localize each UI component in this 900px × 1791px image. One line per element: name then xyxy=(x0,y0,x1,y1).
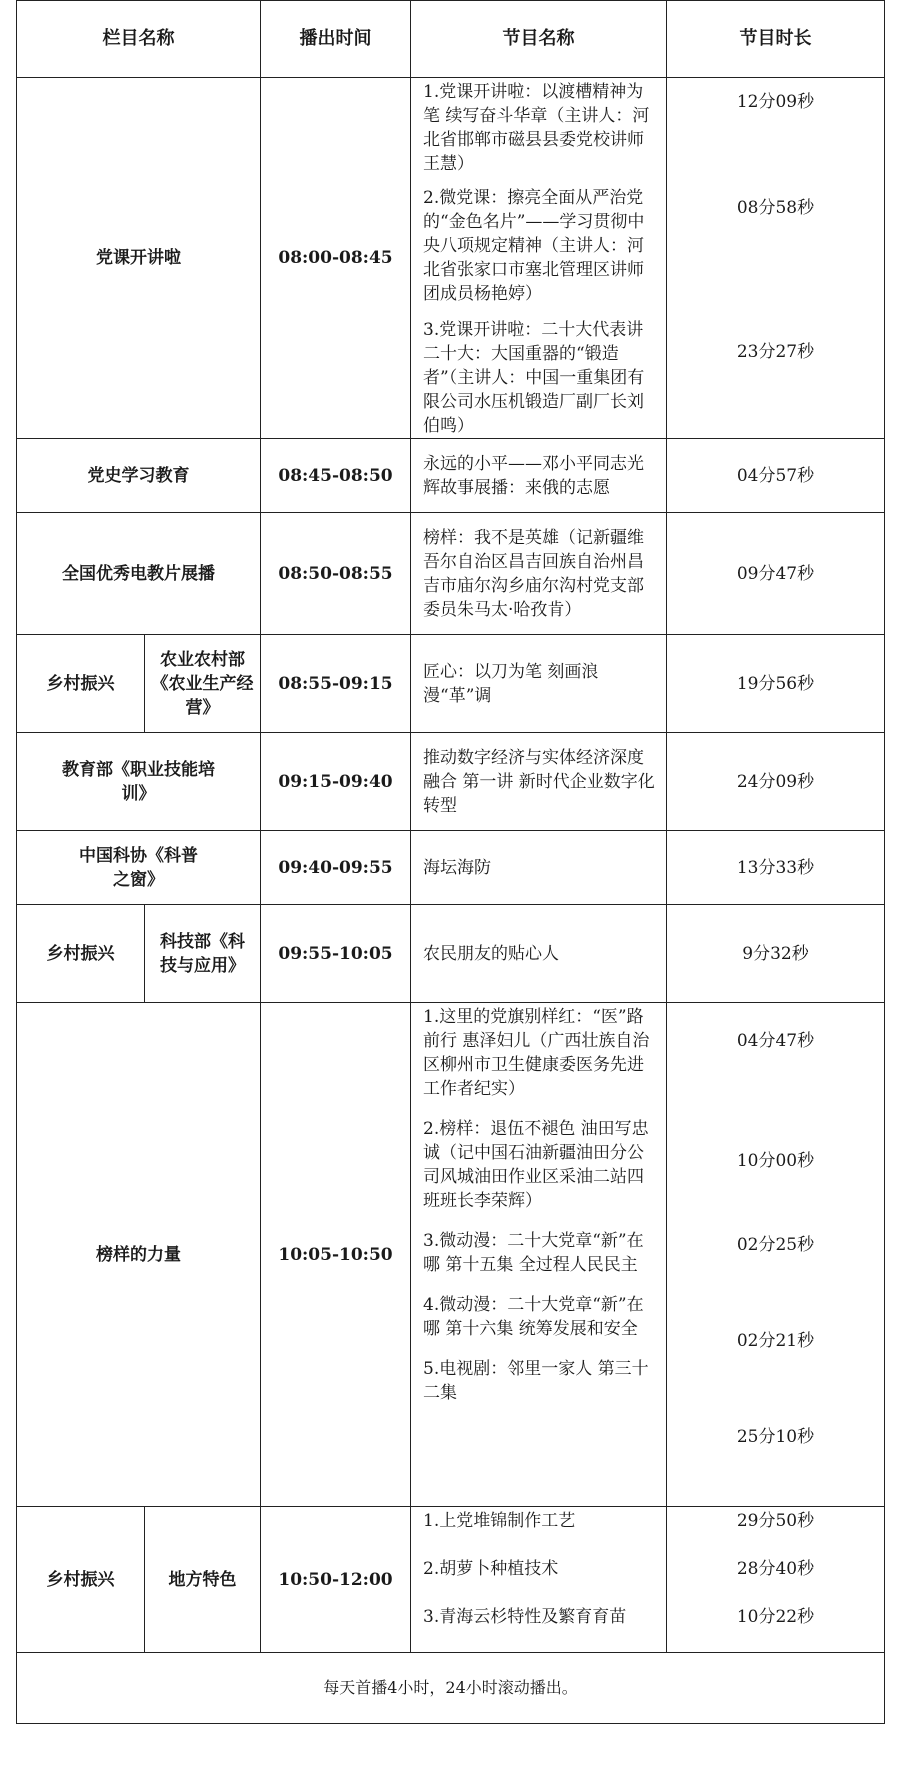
table-row xyxy=(17,1003,885,1507)
program-title: 1.上党堆锦制作工艺 xyxy=(423,1511,576,1531)
program-duration: 02分21秒 xyxy=(736,1331,815,1351)
table-row xyxy=(17,78,885,439)
footer-row xyxy=(17,1653,885,1724)
header-broadcast-time: 播出时间 xyxy=(261,1,411,78)
header-program-name: 节目名称 xyxy=(411,1,667,78)
broadcast-time: 08:55-09:15 xyxy=(261,635,411,733)
column-name: 乡村振兴 xyxy=(17,635,145,733)
program-title: 永远的小平——邓小平同志光辉故事展播：来俄的志愿 xyxy=(411,439,667,513)
column-subname: 地方特色 xyxy=(145,1507,261,1653)
program-duration: 10分22秒 xyxy=(736,1607,815,1627)
program-duration: 08分58秒 xyxy=(736,198,815,218)
program-title: 2.榜样：退伍不褪色 油田写忠诚（记中国石油新疆油田分公司风城油田作业区采油二站四班班长李荣辉） xyxy=(423,1119,649,1211)
header-duration: 节目时长 xyxy=(667,1,885,78)
program-title: 5.电视剧：邻里一家人 第三十二集 xyxy=(423,1359,649,1403)
program-title: 3.微动漫：二十大党章“新”在哪 第十五集 全过程人民民主 xyxy=(423,1231,644,1275)
program-duration: 19分56秒 xyxy=(667,635,885,733)
program-title: 3.党课开讲啦：二十大代表讲二十大：大国重器的“锻造者”（主讲人：中国一重集团有限公司水压机锻造厂副厂长刘伯鸣） xyxy=(423,320,645,436)
column-name: 乡村振兴 xyxy=(17,905,145,1003)
program-cell xyxy=(411,1507,667,1653)
program-title: 农民朋友的贴心人 xyxy=(411,905,667,1003)
program-duration: 9分32秒 xyxy=(667,905,885,1003)
column-subname: 农业农村部《农业生产经营》 xyxy=(145,635,261,733)
broadcast-time: 08:00-08:45 xyxy=(261,78,411,439)
broadcast-time: 10:50-12:00 xyxy=(261,1507,411,1653)
column-name: 党课开讲啦 xyxy=(17,78,261,439)
column-name: 榜样的力量 xyxy=(17,1003,261,1507)
program-title: 1.党课开讲啦：以渡槽精神为笔 续写奋斗华章（主讲人：河北省邯郸市磁县县委党校讲师王慧） xyxy=(423,82,650,174)
program-duration: 10分00秒 xyxy=(736,1151,815,1171)
program-duration: 24分09秒 xyxy=(667,733,885,831)
program-title: 1.这里的党旗别样红：“医”路前行 惠泽妇儿（广西壮族自治区柳州市卫生健康委医务先进工作者纪实） xyxy=(423,1007,650,1099)
program-duration: 12分09秒 xyxy=(736,92,815,112)
program-duration: 09分47秒 xyxy=(667,513,885,635)
duration-cell xyxy=(667,78,885,439)
broadcast-time: 09:40-09:55 xyxy=(261,831,411,905)
table-row xyxy=(17,905,885,1003)
program-title: 2.胡萝卜种植技术 xyxy=(423,1559,559,1579)
program-title: 榜样：我不是英雄（记新疆维吾尔自治区昌吉回族自治州昌吉市庙尔沟乡庙尔沟村党支部委员朱马太·哈孜肯） xyxy=(411,513,667,635)
program-cell xyxy=(411,78,667,439)
program-duration: 23分27秒 xyxy=(736,342,815,362)
broadcast-schedule-table xyxy=(16,0,885,1724)
table-row xyxy=(17,1507,885,1653)
program-duration: 28分40秒 xyxy=(736,1559,815,1579)
column-name: 乡村振兴 xyxy=(17,1507,145,1653)
table-row xyxy=(17,513,885,635)
program-title: 匠心：以刀为笔 刻画浪漫“革”调 xyxy=(411,635,667,733)
table-row xyxy=(17,733,885,831)
duration-cell xyxy=(667,1003,885,1507)
broadcast-time: 09:55-10:05 xyxy=(261,905,411,1003)
table-row xyxy=(17,439,885,513)
footer-note: 每天首播4小时，24小时滚动播出。 xyxy=(17,1653,885,1724)
broadcast-time: 08:50-08:55 xyxy=(261,513,411,635)
program-duration: 25分10秒 xyxy=(736,1427,815,1447)
schedule-document xyxy=(16,0,884,1724)
broadcast-time: 10:05-10:50 xyxy=(261,1003,411,1507)
program-duration: 13分33秒 xyxy=(667,831,885,905)
column-name: 全国优秀电教片展播 xyxy=(17,513,261,635)
table-row xyxy=(17,831,885,905)
column-subname: 科技部《科技与应用》 xyxy=(145,905,261,1003)
program-title: 海坛海防 xyxy=(411,831,667,905)
column-name: 中国科协《科普之窗》 xyxy=(17,831,261,905)
program-cell xyxy=(411,1003,667,1507)
header-column-name: 栏目名称 xyxy=(17,1,261,78)
program-duration: 29分50秒 xyxy=(736,1511,815,1531)
program-title: 3.青海云杉特性及繁育育苗 xyxy=(423,1607,627,1627)
program-title: 推动数字经济与实体经济深度融合 第一讲 新时代企业数字化转型 xyxy=(411,733,667,831)
program-title: 4.微动漫：二十大党章“新”在哪 第十六集 统筹发展和安全 xyxy=(423,1295,644,1339)
column-name: 教育部《职业技能培训》 xyxy=(17,733,261,831)
program-duration: 04分47秒 xyxy=(736,1031,815,1051)
column-name: 党史学习教育 xyxy=(17,439,261,513)
header-row xyxy=(17,1,885,78)
broadcast-time: 09:15-09:40 xyxy=(261,733,411,831)
program-duration: 02分25秒 xyxy=(736,1235,815,1255)
broadcast-time: 08:45-08:50 xyxy=(261,439,411,513)
table-row xyxy=(17,635,885,733)
program-duration: 04分57秒 xyxy=(667,439,885,513)
duration-cell xyxy=(667,1507,885,1653)
program-title: 2.微党课：擦亮全面从严治党的“金色名片”——学习贯彻中央八项规定精神（主讲人：河北省张家口市塞北管理区讲师团成员杨艳婷） xyxy=(423,188,645,304)
